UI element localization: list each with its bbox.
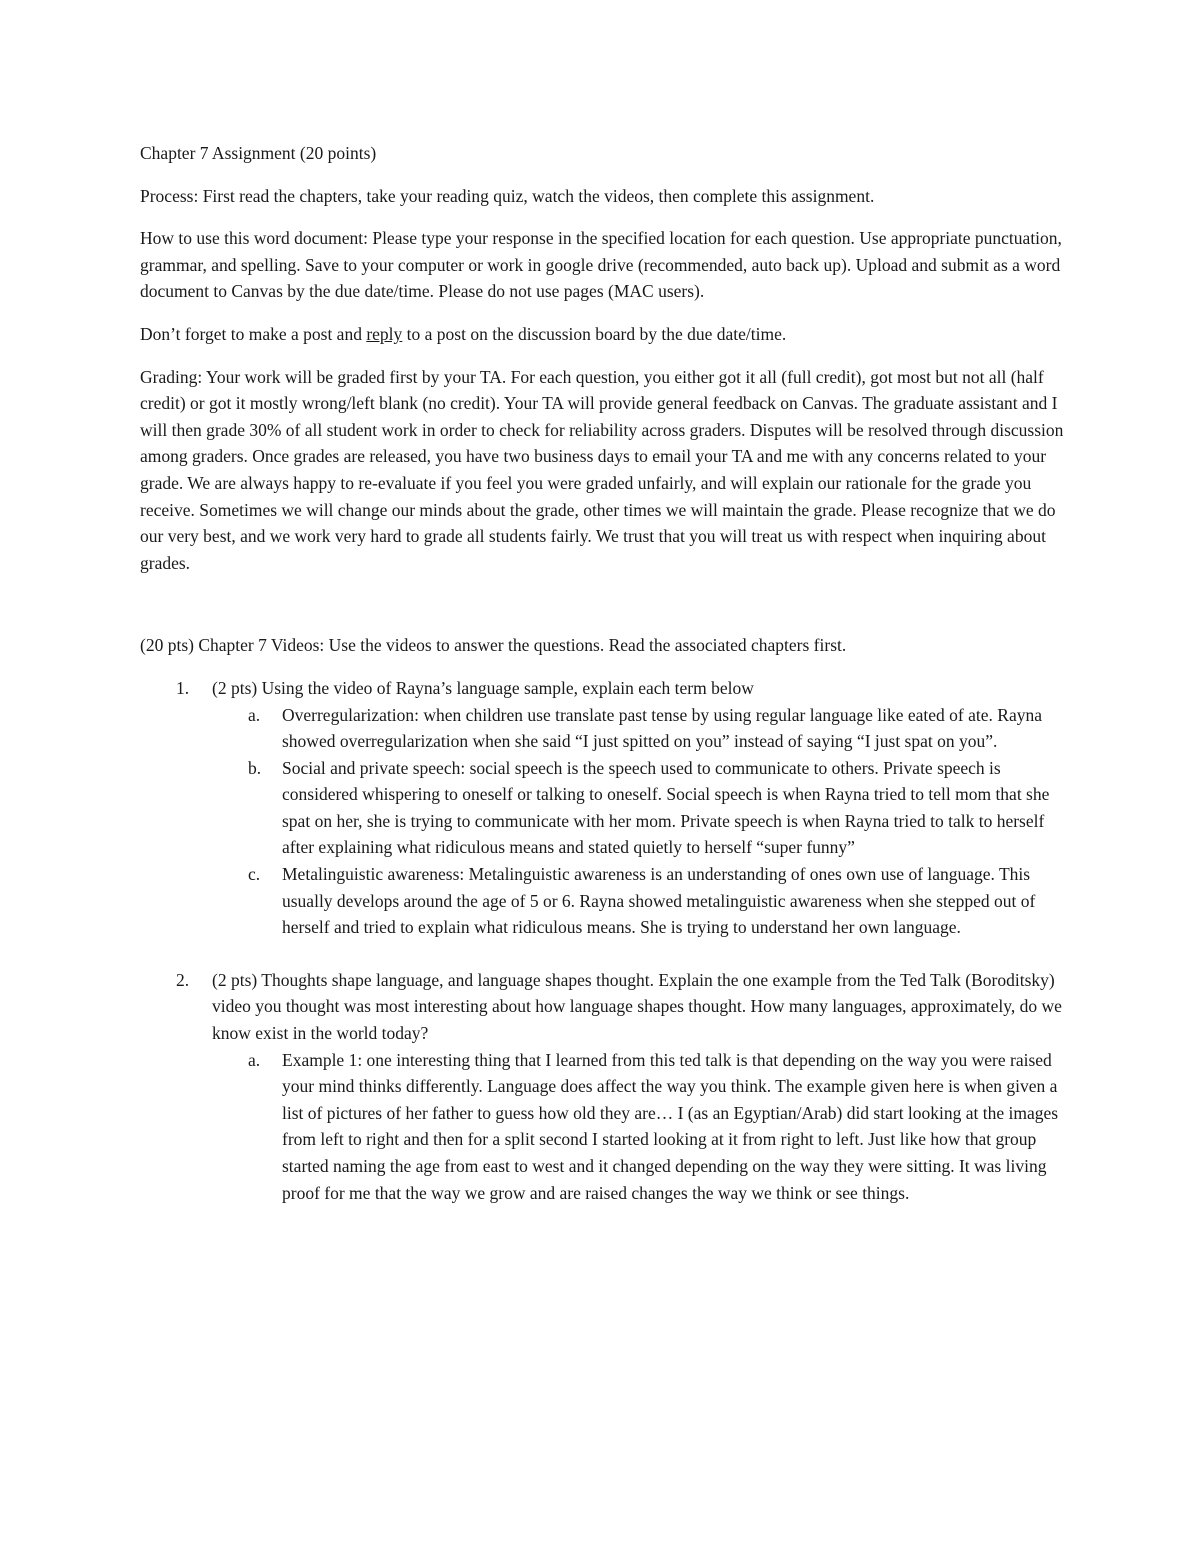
answer-item <box>212 1047 1065 1207</box>
question-text: (2 pts) Thoughts shape language, and language shapes thought. Explain the one example from the Ted Talk (Boroditsky) video you thought was most interesting about how language shapes thought. How many languages, approximately, do we know exist in the world today? <box>212 969 1062 1044</box>
reply-underlined-word: reply <box>366 323 403 344</box>
discussion-text-before: Don’t forget to make a post and <box>140 323 367 344</box>
discussion-paragraph <box>140 321 1065 348</box>
question-number: 2. <box>176 969 190 990</box>
answer-letter: b. <box>248 757 262 778</box>
answer-list <box>212 702 1065 941</box>
videos-section-heading: (20 pts) Chapter 7 Videos: Use the videos to answer the questions. Read the associated chapters first. <box>140 635 847 656</box>
question-text: (2 pts) Using the video of Rayna’s language sample, explain each term below <box>212 677 754 698</box>
question-number: 1. <box>176 677 190 698</box>
answer-letter: c. <box>248 864 261 885</box>
answer-text: Social and private speech: social speech is the speech used to communicate to others. Private speech is considered whispering to oneself or talking to oneself. Social speech is when Rayna tried to tell mom that she spat on her, she is trying to communicate with her mom. Private speech is when Rayna tried to talk to herself after explaining what ridiculous means and stated quietly to herself “super funny” <box>282 757 1050 858</box>
answer-letter: a. <box>248 704 261 725</box>
answer-text: Overregularization: when children use translate past tense by using regular language like eated of ate. Rayna showed overregularization when she said “I just spitted on you” instead of saying “I just spat on you”. <box>282 704 1042 752</box>
answer-item <box>212 755 1065 861</box>
answer-letter: a. <box>248 1049 261 1070</box>
document-title: Chapter 7 Assignment (20 points) <box>140 143 377 163</box>
answer-text: Example 1: one interesting thing that I learned from this ted talk is that depending on the way you were raised your mind thinks differently. Language does affect the way you think. The example given here is when given a list of pictures of her father to guess how old they are… I (as an Egyptian/Arab) did start looking at the images from left to right and then for a split second I started looking at it from right to left. Just like how that group started naming the age from east to west and it changed depending on the way they were sitting. It was living proof for me that the way we grow and are raised changes the way we think or see things. <box>282 1049 1059 1203</box>
document-page <box>140 140 1065 1206</box>
discussion-text-after: to a post on the discussion board by the due date/time. <box>402 323 787 344</box>
grading-paragraph: Grading: Your work will be graded first by your TA. For each question, you either got it all (full credit), got most but not all (half credit) or got it mostly wrong/left blank (no credit). Your TA will provide general feedback on Canvas. The graduate assistant and I will then grade 30% of all student work in order to check for reliability across graders. Disputes will be resolved through discussion among graders. Once grades are released, you have two business days to email your TA and me with any concerns related to your grade. We are always happy to re-evaluate if you feel you were graded unfairly, and will explain our rationale for the grade you receive. Sometimes we will change our minds about the grade, other times we will maintain the grade. Please recognize that we do our very best, and we work very hard to grade all students fairly. We trust that you will treat us with respect when inquiring about grades. <box>140 366 1064 573</box>
question-2 <box>140 967 1065 1206</box>
answer-list <box>212 1047 1065 1207</box>
answer-item <box>212 861 1065 941</box>
process-paragraph: Process: First read the chapters, take your reading quiz, watch the videos, then complete this assignment. <box>140 185 875 206</box>
answer-text: Metalinguistic awareness: Metalinguistic awareness is an understanding of ones own use of language. This usually develops around the age of 5 or 6. Rayna showed metalinguistic awareness when she stepped out of herself and tried to explain what ridiculous means. She is trying to understand her own language. <box>282 864 1036 938</box>
question-1 <box>140 675 1065 941</box>
answer-item <box>212 702 1065 755</box>
question-list <box>140 675 1065 1206</box>
how-to-use-paragraph: How to use this word document: Please type your response in the specified location for each question. Use appropriate punctuation, grammar, and spelling. Save to your computer or work in google drive (recommended, auto back up). Upload and submit as a word document to Canvas by the due date/time. Please do not use pages (MAC users). <box>140 228 1062 302</box>
